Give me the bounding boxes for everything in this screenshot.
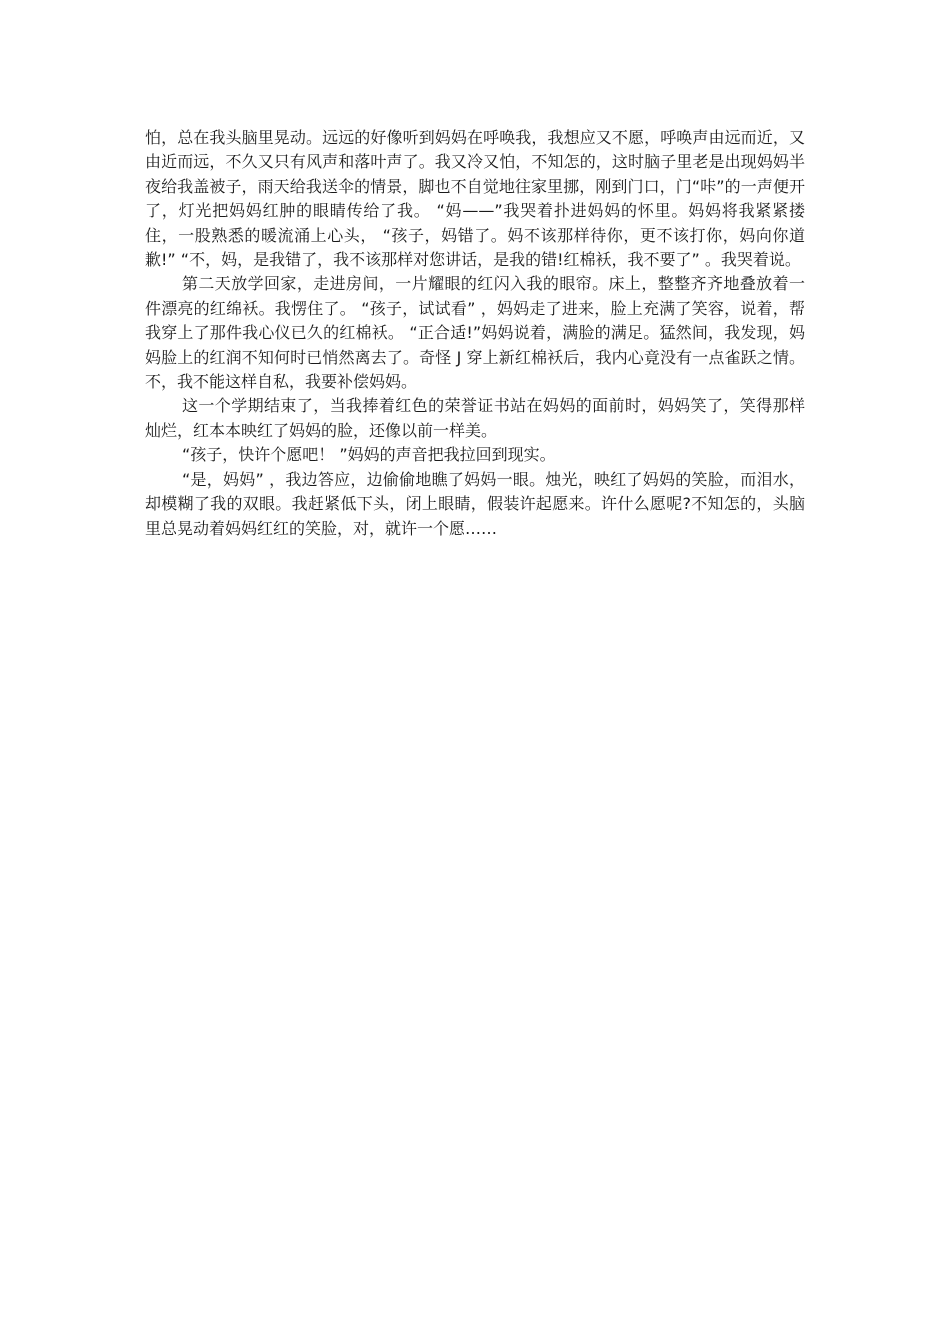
body-text (145, 126, 805, 541)
paragraph-make-wish: “孩子，快许个愿吧！ ”妈妈的声音把我拉回到现实。 (182, 445, 556, 465)
paragraph-closing: “是，妈妈” ，我边答应，边偷偷地瞧了妈妈一眼。烛光，映红了妈妈的笑脸，而泪水，却模糊了我的双眼。我赶紧低下头，闭上眼睛，假装许起愿来。许什么愿呢?不知怎的，头脑里总晃动着妈妈红红的笑脸，对，就许一个愿…… (145, 469, 805, 538)
paragraph-continuation: 怕，总在我头脑里晃动。远远的好像听到妈妈在呼唤我，我想应又不愿，呼唤声由远而近，又由近而远，不久又只有风声和落叶声了。我又冷又怕，不知怎的，这时脑子里老是出现妈妈半夜给我盖被子，雨天给我送伞的情景，脚也不自觉地往家里挪，刚到门口，门“咔”的一声便开了，灯光把妈妈红肿的眼睛传给了我。 “妈——”我哭着扑进妈妈的怀里。妈妈将我紧紧搂住，一股熟悉的暖流涌上心头， “孩子，妈错了。妈不该那样待你，更不该打你，妈向你道歉!” “不，妈，是我错了，我不该那样对您讲话，是我的错!红棉袄，我不要了” 。我哭着说。 (145, 128, 805, 270)
paragraph-semester-end: 这一个学期结束了，当我捧着红色的荣誉证书站在妈妈的面前时，妈妈笑了，笑得那样灿烂，红本本映红了妈妈的脸，还像以前一样美。 (145, 396, 805, 440)
paragraph-next-day: 第二天放学回家，走进房间，一片耀眼的红闪入我的眼帘。床上，整整齐齐地叠放着一件漂亮的红绵袄。我愣住了。 “孩子，试试看” ，妈妈走了进来，脸上充满了笑容，说着，帮我穿上了那件我心仪已久的红棉袄。 “正合适!”妈妈说着，满脸的满足。猛然间，我发现，妈妈脸上的红润不知何时已悄然离去了。奇怪 J 穿上新红棉袄后，我内心竟没有一点雀跃之情。不，我不能这样自私，我要补偿妈妈。 (145, 274, 805, 392)
